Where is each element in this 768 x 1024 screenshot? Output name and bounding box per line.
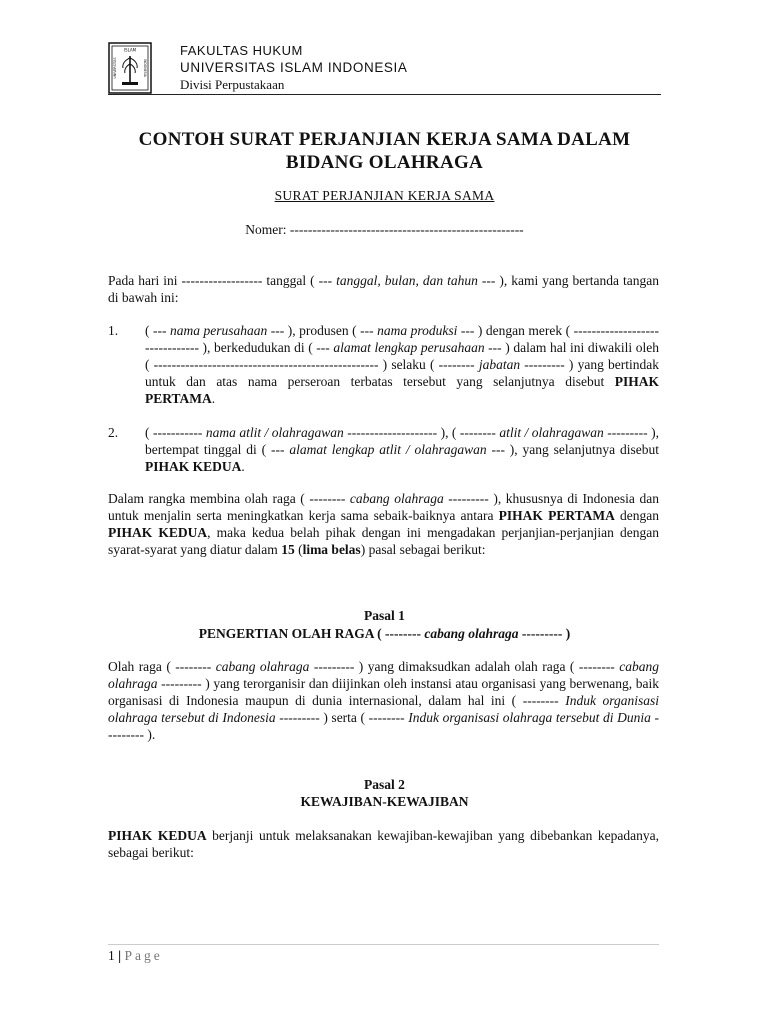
- pasal-1-label: Pasal 1: [364, 608, 405, 623]
- document-subtitle: SURAT PERJANJIAN KERJA SAMA: [274, 188, 495, 203]
- document-title: [108, 128, 661, 174]
- title-line-1: CONTOH SURAT PERJANJIAN KERJA SAMA DALAM: [138, 129, 631, 150]
- svg-text:ISLAM: ISLAM: [123, 47, 137, 53]
- svg-text:UNIVERSITAS: UNIVERSITAS: [113, 57, 117, 79]
- svg-text:INDONESIA: INDONESIA: [143, 59, 147, 77]
- item-1-text: ( --- nama perusahaan --- ), produsen ( --- nama produksi --- ) dengan merek ( ------------------------------- ), berkedudukan di ( --- alamat lengkap perusahaan --- ) dalam hal ini diwakili oleh ( -------------------------------------------------- ) selaku ( -------- jabatan --------- ) yang bertindak untuk dan atas nama perseroan terbatas tersebut yang selanjutnya disebut PIHAK PERTAMA.: [145, 323, 660, 406]
- item-1-number: 1.: [108, 323, 119, 338]
- header-division: Divisi Perpustakaan: [180, 77, 285, 92]
- header-divider: [108, 94, 661, 95]
- page-footer: [108, 948, 163, 964]
- pasal-2-paragraph: PIHAK KEDUA berjanji untuk melaksanakan kewajiban-kewajiban yang dibebankan kepadanya, sebagai berikut:: [108, 828, 659, 860]
- uii-emblem-icon: [108, 42, 152, 94]
- page-label: Page: [124, 948, 163, 963]
- footer-divider: [108, 944, 659, 945]
- document-number: Nomer: ----------------------------------------------------: [245, 222, 524, 237]
- footer-separator: |: [114, 948, 125, 963]
- pasal-2-heading: KEWAJIBAN-KEWAJIBAN: [300, 794, 469, 809]
- title-line-2: BIDANG OLAHRAGA: [285, 152, 484, 173]
- purpose-paragraph: Dalam rangka membina olah raga ( -------- cabang olahraga --------- ), khususnya di Indonesia dan untuk menjalin serta meningkatkan kerja sama sebaik-baiknya antara PIHAK PERTAMA dengan PIHAK KEDUA, maka kedua belah pihak dengan ini mengadakan perjanjian-perjanjian dengan syarat-syarat yang diatur dalam 15 (lima belas) pasal sebagai berikut:: [108, 491, 660, 557]
- page-number: 1: [108, 948, 115, 963]
- intro-paragraph: Pada hari ini ------------------ tanggal ( --- tanggal, bulan, dan tahun --- ), kami yang bertanda tangan di bawah ini:: [108, 273, 659, 305]
- header-university: UNIVERSITAS ISLAM INDONESIA: [180, 60, 408, 75]
- item-2-number: 2.: [108, 425, 119, 440]
- item-2-text: ( ----------- nama atlit / olahragawan -------------------- ), ( -------- atlit / olahragawan --------- ), bertempat tinggal di ( --- alamat lengkap atlit / olahragawan --- ), yang selanjutnya disebut PIHAK KEDUA.: [145, 425, 660, 474]
- header-faculty: FAKULTAS HUKUM: [180, 43, 303, 58]
- pasal-1-paragraph: Olah raga ( -------- cabang olahraga --------- ) yang dimaksudkan adalah olah raga ( -------- cabang olahraga --------- ) yang terorganisir dan diijinkan oleh instansi atau organisasi yang berwenang, baik organisasi di Indonesia maupun di dunia internasional, dalam hal ini ( -------- Induk organisasi olahraga tersebut di Indonesia --------- ) serta ( -------- Induk organisasi olahraga tersebut di Dunia --------- ).: [108, 659, 660, 742]
- pasal-2-label: Pasal 2: [364, 777, 405, 792]
- pasal-1-heading: PENGERTIAN OLAH RAGA ( -------- cabang olahraga --------- ): [198, 626, 571, 641]
